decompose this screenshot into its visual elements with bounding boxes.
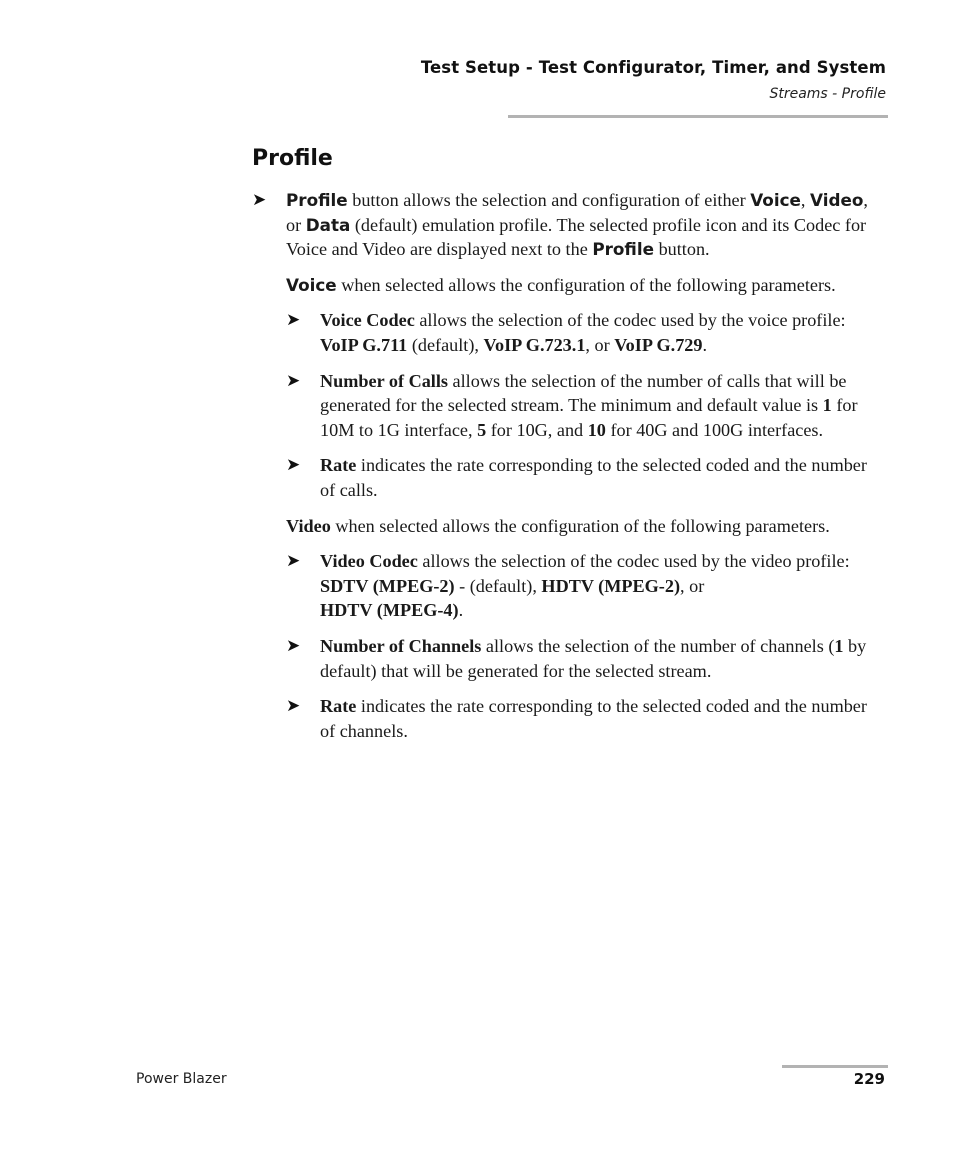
term-hdtv-mpeg4: HDTV (MPEG-4) xyxy=(320,600,459,621)
term-voip-g7231: VoIP G.723.1 xyxy=(483,334,586,355)
term-voip-g729: VoIP G.729 xyxy=(614,334,703,355)
page-number: 229 xyxy=(853,1070,885,1088)
list-item-voice-codec xyxy=(286,308,884,357)
body-content xyxy=(252,188,884,754)
bullet-arrow-icon: ➤ xyxy=(286,310,301,331)
text-run: , xyxy=(800,190,811,210)
bullet-arrow-icon: ➤ xyxy=(286,635,301,656)
term-data: Data xyxy=(305,214,351,235)
text-run: (default) emulation profile. The selected profile icon and its Codec for Voice and Video are displayed next to the xyxy=(286,214,867,260)
video-intro-paragraph xyxy=(286,514,884,539)
text-run: - (default), xyxy=(454,575,542,596)
bullet-arrow-icon: ➤ xyxy=(286,551,301,572)
text-run: , or xyxy=(286,190,868,235)
term-video: Video xyxy=(810,190,864,210)
text-run: by default) that will be generated for the selected stream. xyxy=(320,635,867,681)
text-run: . xyxy=(702,334,708,355)
text-run: (default), xyxy=(407,334,484,355)
list-item-video-rate xyxy=(286,694,884,743)
section-subtitle: Streams - Profile xyxy=(769,86,886,102)
value-1: 1 xyxy=(834,635,844,656)
value-5: 5 xyxy=(477,419,487,440)
bullet-arrow-icon: ➤ xyxy=(286,370,301,391)
text-run: allows the selection of the number of calls that will be generated for the selected stream. The minimum and default value is xyxy=(320,370,847,416)
text-run: , or xyxy=(680,575,705,596)
term-video-codec: Video Codec xyxy=(320,551,418,572)
list-item-video-codec xyxy=(286,549,884,623)
chapter-title: Test Setup - Test Configurator, Timer, and System xyxy=(420,58,886,77)
text-run: when selected allows the configuration of the following parameters. xyxy=(330,515,830,536)
section-heading: Profile xyxy=(252,146,333,171)
text-run: allows the selection of the number of channels ( xyxy=(481,635,835,656)
header-rule xyxy=(508,115,888,118)
text-run: . xyxy=(458,600,464,621)
voice-intro-paragraph xyxy=(286,273,884,298)
bullet-arrow-icon: ➤ xyxy=(252,190,267,210)
footer-rule xyxy=(782,1065,888,1068)
text-run: button allows the selection and configuration of either xyxy=(347,190,751,210)
list-item-profile xyxy=(252,188,884,262)
term-number-of-calls: Number of Calls xyxy=(320,370,448,391)
text-run: allows the selection of the codec used by the video profile: xyxy=(417,551,850,572)
term-voice: Voice xyxy=(750,190,801,210)
term-profile: Profile xyxy=(286,190,348,210)
text-run: indicates the rate corresponding to the selected coded and the number of channels. xyxy=(320,696,867,741)
list-item-voice-rate xyxy=(286,453,884,502)
term-voice: Voice xyxy=(286,274,337,295)
running-header xyxy=(421,58,886,102)
term-voip-g711: VoIP G.711 xyxy=(320,334,408,355)
list-item-number-of-calls xyxy=(286,369,884,443)
text-run: for 10G, and xyxy=(486,419,588,440)
text-run: indicates the rate corresponding to the selected coded and the number of calls. xyxy=(320,455,867,500)
term-video: Video xyxy=(286,515,331,536)
term-rate: Rate xyxy=(320,455,357,476)
term-sdtv-mpeg2: SDTV (MPEG-2) xyxy=(320,575,455,596)
value-1: 1 xyxy=(822,395,832,416)
bullet-arrow-icon: ➤ xyxy=(286,455,301,476)
term-hdtv-mpeg2: HDTV (MPEG-2) xyxy=(541,575,681,596)
list-item-number-of-channels xyxy=(286,634,884,683)
text-run: button. xyxy=(654,239,710,260)
term-number-of-channels: Number of Channels xyxy=(320,635,482,656)
term-profile-button: Profile xyxy=(592,239,655,260)
text-run: for 40G and 100G interfaces. xyxy=(605,419,824,440)
text-run: for 10M to 1G interface, xyxy=(320,395,858,440)
footer-product: Power Blazer xyxy=(136,1071,227,1087)
text-run: when selected allows the configuration of the following parameters. xyxy=(336,274,836,295)
bullet-arrow-icon: ➤ xyxy=(286,696,301,717)
term-voice-codec: Voice Codec xyxy=(320,310,415,331)
term-rate: Rate xyxy=(320,696,357,717)
value-10: 10 xyxy=(587,419,606,440)
text-run: allows the selection of the codec used by the voice profile: xyxy=(414,310,846,331)
text-run: , or xyxy=(585,334,615,355)
